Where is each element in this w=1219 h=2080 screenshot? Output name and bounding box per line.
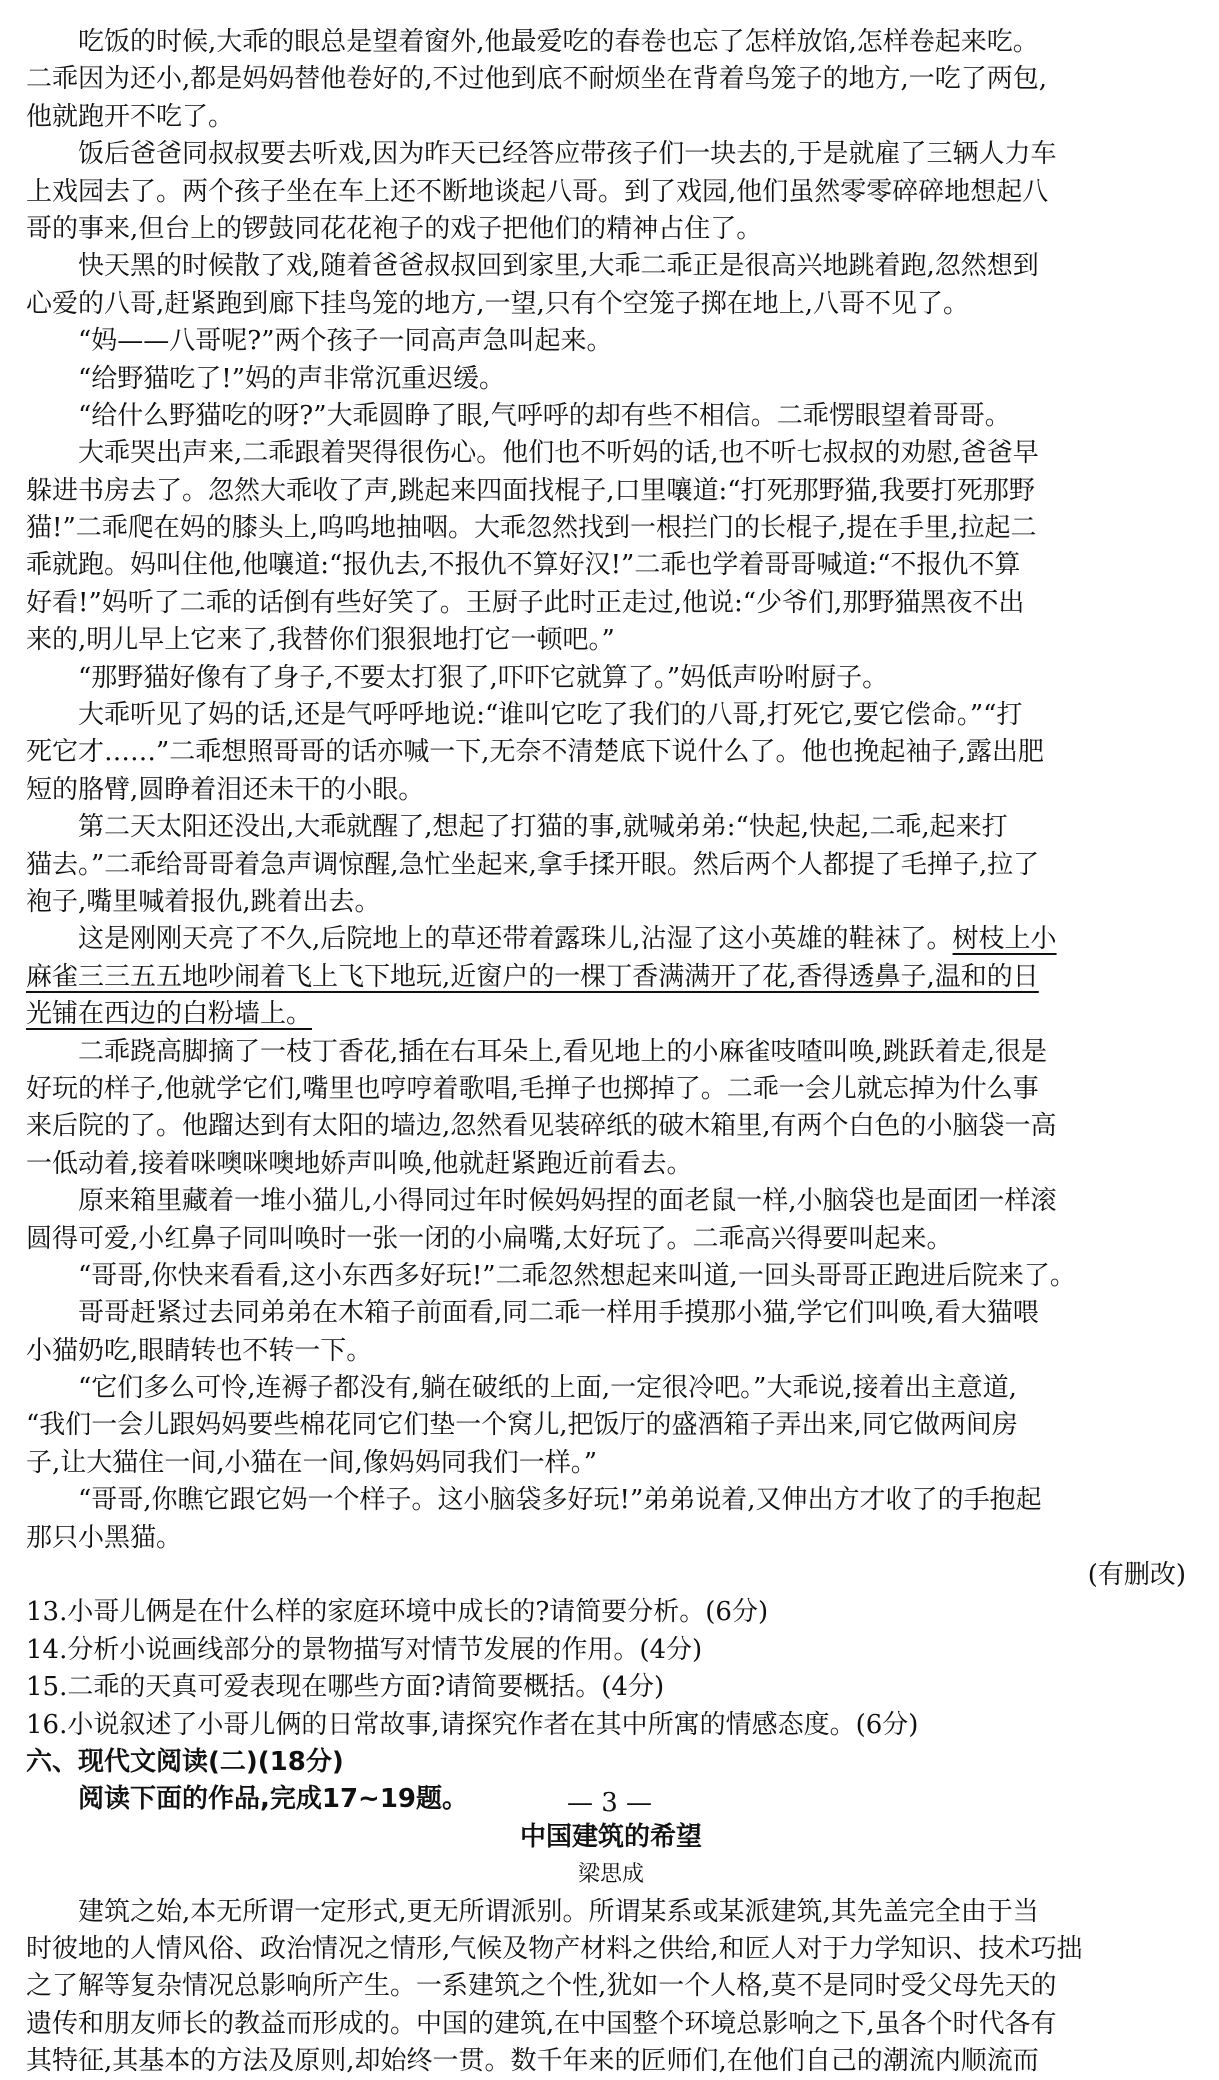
text-line — [26, 1108, 1196, 1145]
line-text: 他就跑开不吃了。 — [26, 101, 235, 132]
question-item: 13.小哥儿俩是在什么样的家庭环境中成长的?请简要分析。(6分) — [26, 1597, 769, 1628]
text-line — [26, 286, 1196, 323]
text-line — [26, 884, 1196, 921]
text-line — [26, 24, 1196, 61]
text-line — [26, 1221, 1196, 1258]
text-line — [26, 1520, 1196, 1557]
text-line — [26, 2006, 1196, 2043]
line-text: 躲进书房去了。忽然大乖收了声,跳起来四面找棍子,口里嚷道:“打死那野猫,我要打死那野 — [26, 475, 1035, 506]
text-line — [26, 585, 1196, 622]
text-line — [26, 1931, 1196, 1968]
underlined-text: 麻雀三三五五地吵闹着飞上飞下地玩,近窗户的一棵丁香满满开了花,香得透鼻子,温和的日 — [26, 961, 1039, 992]
text-line — [26, 323, 1196, 360]
line-text: 死它才……”二乖想照哥哥的话亦喊一下,无奈不清楚底下说什么了。他也挽起袖子,露出肥 — [26, 737, 1044, 768]
text-line — [26, 1968, 1196, 2005]
line-text: 原来箱里藏着一堆小猫儿,小得同过年时候妈妈捏的面老鼠一样,小脑袋也是面团一样滚 — [78, 1186, 1057, 1217]
line-text: “妈——八哥呢?”两个孩子一同高声急叫起来。 — [78, 326, 613, 357]
text-line — [26, 734, 1196, 771]
line-text: 饭后爸爸同叔叔要去听戏,因为昨天已经答应带孩子们一块去的,于是就雇了三辆人力车 — [78, 139, 1057, 170]
text-line — [26, 1146, 1196, 1183]
text-line — [26, 2043, 1196, 2080]
line-text: 乖就跑。妈叫住他,他嚷道:“报仇去,不报仇不算好汉!”二乖也学着哥哥喊道:“不报仇不算 — [26, 550, 1021, 581]
section-instruction: 阅读下面的作品,完成17~19题。 — [78, 1784, 469, 1815]
line-text: 圆得可爱,小红鼻子同叫唤时一张一闭的小扁嘴,太好玩了。二乖高兴得要叫起来。 — [26, 1223, 953, 1254]
story-body — [26, 24, 1196, 1557]
line-text: 快天黑的时候散了戏,随着爸爸叔叔回到家里,大乖二乖正是很高兴地跳着跑,忽然想到 — [78, 251, 1039, 282]
text-line — [26, 211, 1196, 248]
text-line — [26, 1894, 1196, 1931]
text-line — [26, 1370, 1196, 1407]
text-line — [26, 921, 1196, 958]
line-text: 袍子,嘴里喊着报仇,跳着出去。 — [26, 886, 381, 917]
text-line — [26, 473, 1196, 510]
line-text: 遗传和朋友师长的教益而形成的。中国的建筑,在中国整个环境总影响之下,虽各个时代各有 — [26, 2008, 1057, 2039]
section-heading: 六、现代文阅读(二)(18分) — [26, 1746, 344, 1777]
text-line — [26, 1295, 1196, 1332]
question-list — [26, 1594, 1196, 1744]
line-text: “那野猫好像有了身子,不要太打狠了,吓吓它就算了。”妈低声吩咐厨子。 — [78, 662, 889, 693]
line-text: 来后院的了。他蹓达到有太阳的墙边,忽然看见装碎纸的破木箱里,有两个白色的小脑袋一高 — [26, 1111, 1057, 1142]
line-text: 二乖因为还小,都是妈妈替他卷好的,不过他到底不耐烦坐在背着鸟笼子的地方,一吃了两包, — [26, 64, 1048, 95]
line-text: “给什么野猫吃的呀?”大乖圆睁了眼,气呼呼的却有些不相信。二乖愣眼望着哥哥。 — [78, 400, 1011, 431]
text-line — [26, 174, 1196, 211]
line-text: 二乖跷高脚摘了一枝丁香花,插在右耳朵上,看见地上的小麻雀吱喳叫唤,跳跃着走,很是 — [78, 1036, 1048, 1067]
article-author: 梁思成 — [577, 1862, 644, 1888]
text-line — [26, 1333, 1196, 1370]
line-text: 猫去。”二乖给哥哥着急声调惊醒,急忙坐起来,拿手揉开眼。然后两个人都提了毛掸子,拉了 — [26, 849, 1040, 880]
underlined-text: 树枝上小 — [952, 924, 1057, 955]
text-line — [26, 697, 1196, 734]
line-text: “我们一会儿跟妈妈要些棉花同它们垫一个窝儿,把饭厅的盛酒箱子弄出来,同它做两间房 — [26, 1410, 1018, 1441]
text-line — [26, 996, 1196, 1033]
text-line — [26, 61, 1196, 98]
line-text: 来的,明儿早上它来了,我替你们狠狠地打它一顿吧。” — [26, 625, 615, 656]
text-line — [26, 1071, 1196, 1108]
article-title: 中国建筑的希望 — [519, 1821, 702, 1852]
text-line — [26, 361, 1196, 398]
text-line — [26, 547, 1196, 584]
line-text: 那只小黑猫。 — [26, 1522, 183, 1553]
question-item: 16.小说叙述了小哥儿俩的日常故事,请探究作者在其中所寓的情感态度。(6分) — [26, 1709, 919, 1740]
line-text: 吃饭的时候,大乖的眼总是望着窗外,他最爱吃的春卷也忘了怎样放馅,怎样卷起来吃。 — [78, 27, 1039, 57]
line-text: 一低动着,接着咪噢咪噢地娇声叫唤,他就赶紧跑近前看去。 — [26, 1148, 693, 1179]
question-item: 14.分析小说画线部分的景物描写对情节发展的作用。(4分) — [26, 1634, 703, 1665]
underlined-text: 光铺在西边的白粉墙上。 — [26, 999, 313, 1030]
text-line — [26, 398, 1196, 435]
text-line — [26, 99, 1196, 136]
page-number: — 3 — — [566, 1788, 653, 1818]
line-text: 小猫奶吃,眼睛转也不转一下。 — [26, 1335, 373, 1366]
line-text: “哥哥,你瞧它跟它妈一个样子。这小脑袋多好玩!”弟弟说着,又伸出方才收了的手抱起 — [78, 1485, 1042, 1516]
text-line — [26, 1445, 1196, 1482]
question-item: 15.二乖的天真可爱表现在哪些方面?请简要概括。(4分) — [26, 1672, 665, 1703]
text-line — [26, 1034, 1196, 1071]
line-text: “哥哥,你快来看看,这小东西多好玩!”二乖忽然想起来叫道,一回头哥哥正跑进后院来了。 — [78, 1260, 1076, 1291]
line-text: 其特征,其基本的方法及原则,却始终一贯。数千年来的匠师们,在他们自己的潮流内顺流而 — [26, 2046, 1039, 2077]
line-text: 上戏园去了。两个孩子坐在车上还不断地谈起八哥。到了戏园,他们虽然零零碎碎地想起八 — [26, 176, 1049, 207]
line-text: 时彼地的人情风俗、政治情况之情形,气候及物产材料之供给,和匠人对于力学知识、技术巧拙 — [26, 1933, 1083, 1964]
text-line — [26, 772, 1196, 809]
exam-page — [26, 24, 1196, 2080]
text-line — [26, 959, 1196, 996]
line-text: 心爱的八哥,赶紧跑到廊下挂鸟笼的地方,一望,只有个空笼子掷在地上,八哥不见了。 — [26, 288, 970, 319]
text-line — [26, 809, 1196, 846]
text-line — [26, 847, 1196, 884]
source-note: (有删改) — [1087, 1560, 1186, 1591]
line-text: 第二天太阳还没出,大乖就醒了,想起了打猫的事,就喊弟弟:“快起,快起,二乖,起来打 — [78, 812, 1008, 843]
text-line — [26, 1407, 1196, 1444]
line-text: 哥哥赶紧过去同弟弟在木箱子前面看,同二乖一样用手摸那小猫,学它们叫唤,看大猫喂 — [78, 1298, 1039, 1329]
text-line — [26, 622, 1196, 659]
line-text: 短的胳臂,圆睁着泪还未干的小眼。 — [26, 774, 425, 805]
text-line — [26, 136, 1196, 173]
text-line — [26, 1258, 1196, 1295]
text-line — [26, 248, 1196, 285]
text-line — [26, 1482, 1196, 1519]
line-text: 建筑之始,本无所谓一定形式,更无所谓派别。所谓某系或某派建筑,其先盖完全由于当 — [78, 1896, 1039, 1927]
text-line — [26, 660, 1196, 697]
line-text: 好看!”妈听了二乖的话倒有些好笑了。王厨子此时正走过,他说:“少爷们,那野猫黑夜不出 — [26, 587, 1025, 618]
line-text: 好玩的样子,他就学它们,嘴里也哼哼着歌唱,毛掸子也掷掉了。二乖一会儿就忘掉为什么事 — [26, 1073, 1039, 1104]
line-text: 哥的事来,但台上的锣鼓同花花袍子的戏子把他们的精神占住了。 — [26, 213, 763, 244]
text-line — [26, 510, 1196, 547]
text-line — [26, 1183, 1196, 1220]
line-text: “它们多么可怜,连褥子都没有,躺在破纸的上面,一定很冷吧。”大乖说,接着出主意道, — [78, 1373, 1017, 1404]
article-body — [26, 1894, 1196, 2080]
line-text: 猫!”二乖爬在妈的膝头上,呜呜地抽咽。大乖忽然找到一根拦门的长棍子,提在手里,拉起二 — [26, 513, 1037, 544]
line-text: 大乖哭出声来,二乖跟着哭得很伤心。他们也不听妈的话,也不听七叔叔的劝慰,爸爸早 — [78, 438, 1039, 469]
line-text: 大乖听见了妈的话,还是气呼呼地说:“谁叫它吃了我们的八哥,打死它,要它偿命。”“打 — [78, 700, 1023, 731]
line-text: 这是刚刚天亮了不久,后院地上的草还带着露珠儿,沾湿了这小英雄的鞋袜了。 — [78, 924, 953, 955]
line-text: 之了解等复杂情况总影响所产生。一系建筑之个性,犹如一个人格,莫不是同时受父母先天的 — [26, 1971, 1057, 2002]
line-text: 子,让大猫住一间,小猫在一间,像妈妈同我们一样。” — [26, 1447, 598, 1478]
line-text: “给野猫吃了!”妈的声非常沉重迟缓。 — [78, 363, 506, 394]
text-line — [26, 435, 1196, 472]
